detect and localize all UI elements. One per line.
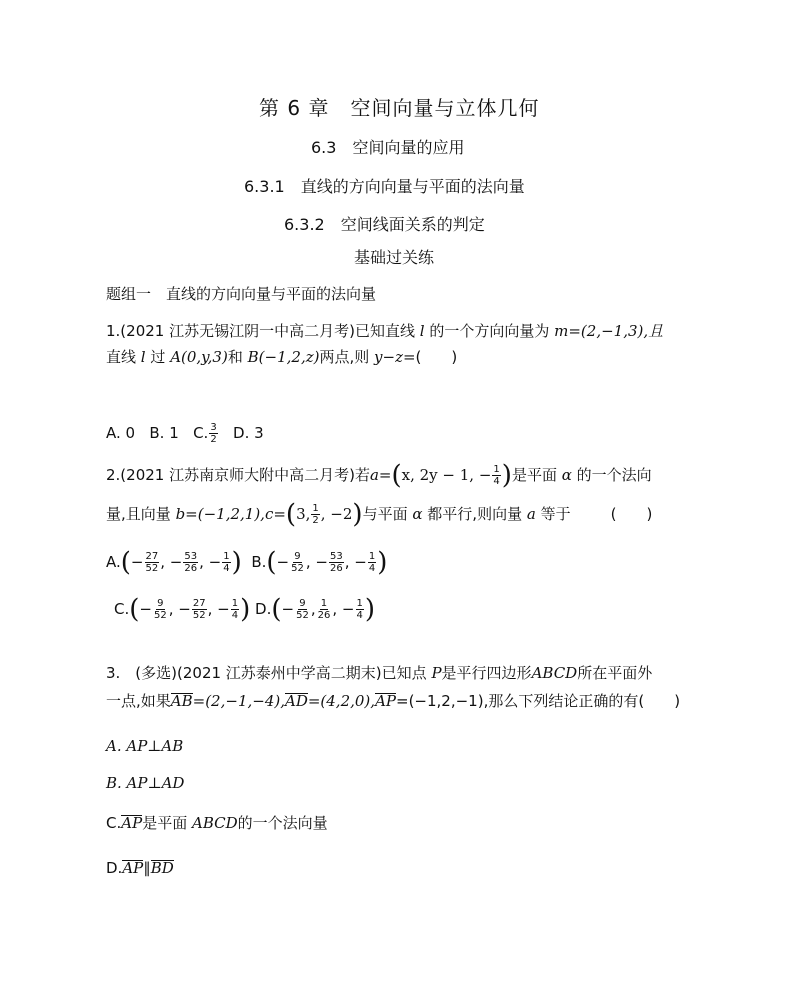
paren-close: ) [377, 547, 388, 578]
q1-line1 [106, 320, 663, 341]
q1-option-a: A. 0 [106, 424, 136, 442]
q2-c-fraction [311, 503, 319, 526]
fraction [290, 551, 305, 574]
q1-prefix: 1.(2021 江苏无锡江阴一中高二月考)已知直线 [106, 322, 415, 340]
q1-line2b: 过 [150, 348, 166, 366]
q1-line2 [106, 346, 457, 367]
group-title: 题组一 直线的方向向量与平面的法向量 [106, 285, 377, 303]
q3-blank: ( ) [638, 692, 681, 710]
fraction [153, 598, 168, 621]
q3-vec-ad: AD [284, 692, 308, 710]
q3-option-a [106, 737, 183, 755]
fraction-num: 1 [368, 551, 376, 562]
fraction-num: 9 [294, 551, 301, 562]
q3-abcd: ABCD [531, 664, 578, 682]
paren-close: ) [352, 499, 363, 530]
fraction-num: 53 [184, 551, 198, 562]
q2-line2c: 都平行,则向量 [427, 505, 523, 523]
fraction-num: 9 [157, 598, 164, 609]
fraction-num: 1 [223, 551, 230, 562]
paren-open: ( [266, 547, 277, 578]
q2-opt-a-label: A. [106, 553, 121, 571]
q2-opt-b-label: B. [251, 553, 267, 571]
fraction-den: 52 [296, 610, 309, 621]
q3-vec-ap: AP [375, 692, 396, 710]
q3-option-d-vec2: BD [150, 859, 174, 877]
minus: − [354, 553, 367, 571]
q1-option-b: B. 1 [149, 424, 179, 442]
q3-prefix: 3. (多选)(2021 江苏泰州中学高二期末)已知点 [106, 664, 427, 682]
q1-mid: 的一个方向向量为 [429, 322, 550, 340]
q3-line2 [106, 690, 680, 711]
minus: − [281, 600, 295, 618]
q2-a-components: x, 2y − 1, − [401, 466, 492, 484]
q3-option-c-abcd: ABCD [191, 814, 238, 832]
q3-ab-val: =(2,−1,−4), [192, 692, 285, 710]
fraction-den: 4 [368, 563, 376, 574]
q1-tail: 两点,则 [319, 348, 370, 366]
q2-a-fraction [492, 464, 500, 487]
minus: − [315, 553, 328, 571]
paren-close: ) [364, 594, 376, 625]
fraction [329, 551, 344, 574]
fraction-den: 4 [356, 610, 363, 621]
comma: , [207, 600, 213, 618]
comma: , [160, 553, 166, 571]
comma: , [305, 553, 311, 571]
paren-open: ( [129, 594, 140, 625]
fraction-den: 4 [223, 563, 230, 574]
q2-a-eq: a= [369, 466, 392, 484]
minus: − [341, 600, 355, 618]
q3-option-c-text: 是平面 [142, 814, 188, 832]
q3-option-d-parallel: ∥ [143, 859, 151, 877]
q2-options-cd [114, 594, 376, 625]
q3-ap-val: =(−1,2,−1),那么下列结论正确的有 [396, 692, 639, 710]
q2-suffix1: 是平面 [511, 466, 557, 484]
q2-line2a: 量,且向量 [106, 505, 171, 523]
q3-option-b [106, 774, 184, 792]
q3-option-d-vec1: AP [122, 859, 144, 877]
minus: − [178, 600, 191, 618]
q3-tail: 所在平面外 [577, 664, 653, 682]
q1-point-a: A(0,y,3) [170, 348, 228, 366]
paren-open: ( [120, 547, 131, 578]
q3-option-b-text: B. AP⊥AD [106, 774, 185, 792]
q1-and: 和 [227, 348, 243, 366]
q2-c-first: 3, [296, 505, 311, 523]
section-title: 6.3 空间向量的应用 [311, 138, 465, 157]
q2-alpha: α [561, 466, 572, 484]
q3-mid: 是平行四边形 [441, 664, 532, 682]
subsection-title-2: 6.3.2 空间线面关系的判定 [284, 215, 485, 234]
q3-option-c [106, 812, 328, 833]
q3-line2a: 一点,如果 [106, 692, 171, 710]
paren-close: ) [240, 594, 251, 625]
q2-line1 [106, 460, 652, 491]
q3-option-c-vec: AP [121, 814, 143, 832]
fraction-num: 1 [320, 598, 328, 609]
fraction [192, 598, 207, 621]
comma: , [344, 553, 350, 571]
q3-option-d [106, 859, 174, 877]
q1-option-c-fraction [209, 422, 217, 445]
q3-option-a-text: A. AP⊥AB [106, 737, 184, 755]
fraction [295, 598, 310, 621]
minus: − [139, 600, 152, 618]
fraction-den: 52 [291, 563, 304, 574]
fraction-num: 1 [493, 464, 500, 475]
q3-vec-ab: AB [170, 692, 193, 710]
fraction-num: 1 [356, 598, 363, 609]
q2-a-var: a [526, 505, 536, 523]
fraction [317, 598, 332, 621]
fraction-den: 2 [210, 434, 217, 445]
fraction [183, 551, 198, 574]
fraction-den: 4 [231, 610, 239, 621]
q2-b-c: b=(−1,2,1),c= [175, 505, 286, 523]
fraction-den: 52 [153, 610, 167, 621]
fraction-den: 2 [312, 515, 319, 526]
fraction-num: 1 [312, 503, 319, 514]
q2-line2b: 与平面 [362, 505, 408, 523]
q1-l2: l [140, 348, 146, 366]
chapter-title: 第 6 章 空间向量与立体几何 [259, 96, 540, 120]
paren-open: ( [391, 460, 402, 491]
fraction-den: 26 [330, 563, 343, 574]
q2-options-ab [106, 547, 388, 578]
fraction-num: 27 [145, 551, 159, 562]
comma: , [199, 553, 204, 571]
fraction [231, 598, 239, 621]
subsection-title-1: 6.3.1 直线的方向向量与平面的法向量 [244, 177, 525, 196]
q2-opt-c-label: C. [114, 600, 130, 618]
fraction [222, 551, 230, 574]
minus: − [208, 553, 222, 571]
q2-blank: ( ) [610, 505, 653, 523]
fraction-num: 9 [299, 598, 306, 609]
fraction [356, 598, 364, 621]
q2-line2d: 等于 [540, 505, 571, 523]
minus: − [217, 600, 230, 618]
fraction-den: 4 [493, 476, 500, 487]
comma: , [310, 600, 316, 618]
q2-line2 [106, 499, 653, 530]
q1-vec: m=(2,−1,3),且 [554, 322, 664, 340]
q2-c-last: , −2 [320, 505, 353, 523]
q3-option-c-label: C. [106, 814, 122, 832]
fraction-den: 26 [317, 610, 331, 621]
minus: − [276, 553, 290, 571]
minus: − [169, 553, 183, 571]
q1-l: l [419, 322, 425, 340]
q2-opt-d-label: D. [255, 600, 272, 618]
comma: , [168, 600, 174, 618]
q2-prefix: 2.(2021 江苏南京师大附中高二月考)若 [106, 466, 370, 484]
paren-open: ( [271, 594, 282, 625]
fraction-num: 27 [192, 598, 206, 609]
q1-blank: ( ) [415, 348, 458, 366]
fraction-num: 1 [231, 598, 239, 609]
paren-open: ( [285, 499, 297, 530]
q1-options [106, 422, 264, 445]
q3-option-d-label: D. [106, 859, 123, 877]
q3-option-c-tail: 的一个法向量 [237, 814, 328, 832]
q2-alpha2: α [412, 505, 423, 523]
comma: , [332, 600, 338, 618]
q3-line1 [106, 662, 652, 683]
paren-close: ) [501, 460, 512, 491]
q3-ad-val: =(4,2,0), [307, 692, 376, 710]
fraction-den: 52 [192, 610, 206, 621]
q1-option-d: D. 3 [233, 424, 264, 442]
q3-p: P [431, 664, 442, 682]
q1-line2a: 直线 [106, 348, 137, 366]
fraction-den: 52 [145, 563, 159, 574]
q1-expr: y−z= [374, 348, 416, 366]
fraction-den: 26 [184, 563, 198, 574]
minus: − [130, 553, 144, 571]
fraction-num: 53 [330, 551, 343, 562]
q2-suffix2: 的一个法向 [576, 466, 652, 484]
fraction-num: 3 [210, 422, 217, 433]
q1-option-c: C. [193, 424, 209, 442]
fraction [368, 551, 376, 574]
paren-close: ) [231, 547, 242, 578]
practice-title: 基础过关练 [354, 248, 435, 267]
q1-point-b: B(−1,2,z) [247, 348, 320, 366]
fraction [145, 551, 160, 574]
